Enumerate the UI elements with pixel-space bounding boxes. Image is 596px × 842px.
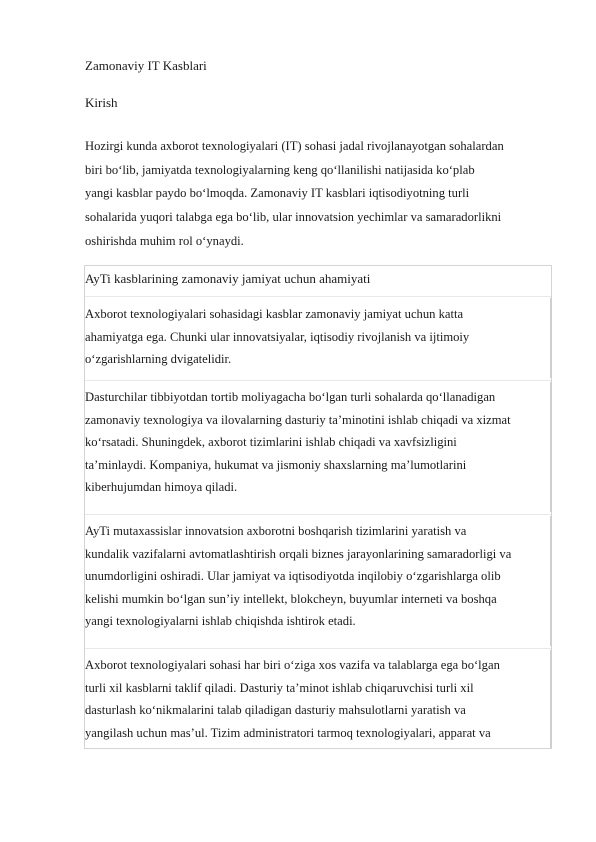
divider <box>85 380 551 381</box>
text-line: zamonaviy texnologiya va ilovalarning dasturiy ta’minotini ishlab chiqadi va xizmat <box>85 412 511 427</box>
paragraph-3 <box>85 520 553 633</box>
text-line: o‘zgarishlarning dvigatelidir. <box>85 352 232 367</box>
text-line: ta’minlaydi. Kompaniya, hukumat va jismoniy shaxslarning ma’lumotlarini <box>85 457 467 472</box>
text-line: biri bo‘lib, jamiyatda texnologiyalarning keng qo‘llanilishi natijasida ko‘plab <box>85 162 475 177</box>
text-line: unumdorligini oshiradi. Ular jamiyat va iqtisodiyotda inqilobiy o‘zgarishlarga olib <box>85 569 501 584</box>
text-line: yangilash uchun mas’ul. Tizim administratori tarmoq texnologiyalari, apparat va <box>85 725 491 740</box>
intro-paragraph <box>85 135 555 254</box>
text-line: Axborot texnologiyalari sohasi har biri o‘ziga xos vazifa va talablarga ega bo‘lgan <box>85 658 500 672</box>
divider <box>85 648 551 649</box>
intro-heading: Kirish <box>85 95 118 110</box>
document-title: Zamonaviy IT Kasblari <box>85 58 207 73</box>
paragraph-1 <box>85 303 553 371</box>
text-line: Hozirgi kunda axborot texnologiyalari (IT) sohasi jadal rivojlanayotgan sohalardan <box>85 139 504 153</box>
text-line: sohalarida yuqori talabga ega bo‘lib, ular innovatsion yechimlar va samaradorlikni <box>85 210 502 225</box>
text-line: AyTi mutaxassislar innovatsion axborotni boshqarish tizimlarini yaratish va <box>85 524 467 538</box>
paragraph-2 <box>85 386 553 499</box>
text-line: kiberhujumdan himoya qiladi. <box>85 480 238 495</box>
text-line: kelishi mumkin bo‘lgan sun’iy intellekt, blokcheyn, buyumlar interneti va boshqa <box>85 591 497 606</box>
text-line: dasturlash ko‘nikmalarini talab qiladigan dasturiy mahsulotlarni yaratish va <box>85 703 466 718</box>
text-line: kundalik vazifalarni avtomatlashtirish orqali biznes jarayonlarining samaradorligi va <box>85 546 512 561</box>
divider <box>85 514 551 515</box>
text-line: oshirishda muhim rol o‘ynaydi. <box>85 233 244 248</box>
divider <box>85 296 551 297</box>
section-heading: AyTi kasblarining zamonaviy jamiyat uchun ahamiyati <box>85 271 371 286</box>
paragraph-4 <box>85 654 553 744</box>
text-line: yangi texnologiyalarni ishlab chiqishda ishtirok etadi. <box>85 614 356 629</box>
text-line: ahamiyatga ega. Chunki ular innovatsiyalar, iqtisodiy rivojlanish va ijtimoiy <box>85 329 470 344</box>
text-line: yangi kasblar paydo bo‘lmoqda. Zamonaviy IT kasblari iqtisodiyotning turli <box>85 186 470 201</box>
text-line: turli xil kasblarni taklif qiladi. Dasturiy ta’minot ishlab chiqaruvchisi turli xil <box>85 680 474 695</box>
text-line: Dasturchilar tibbiyotdan tortib moliyagacha bo‘lgan turli sohalarda qo‘llanadigan <box>85 390 496 404</box>
text-line: Axborot texnologiyalari sohasidagi kasblar zamonaviy jamiyat uchun katta <box>85 307 464 321</box>
text-line: ko‘rsatadi. Shuningdek, axborot tizimlarini ishlab chiqadi va xavfsizligini <box>85 435 457 450</box>
